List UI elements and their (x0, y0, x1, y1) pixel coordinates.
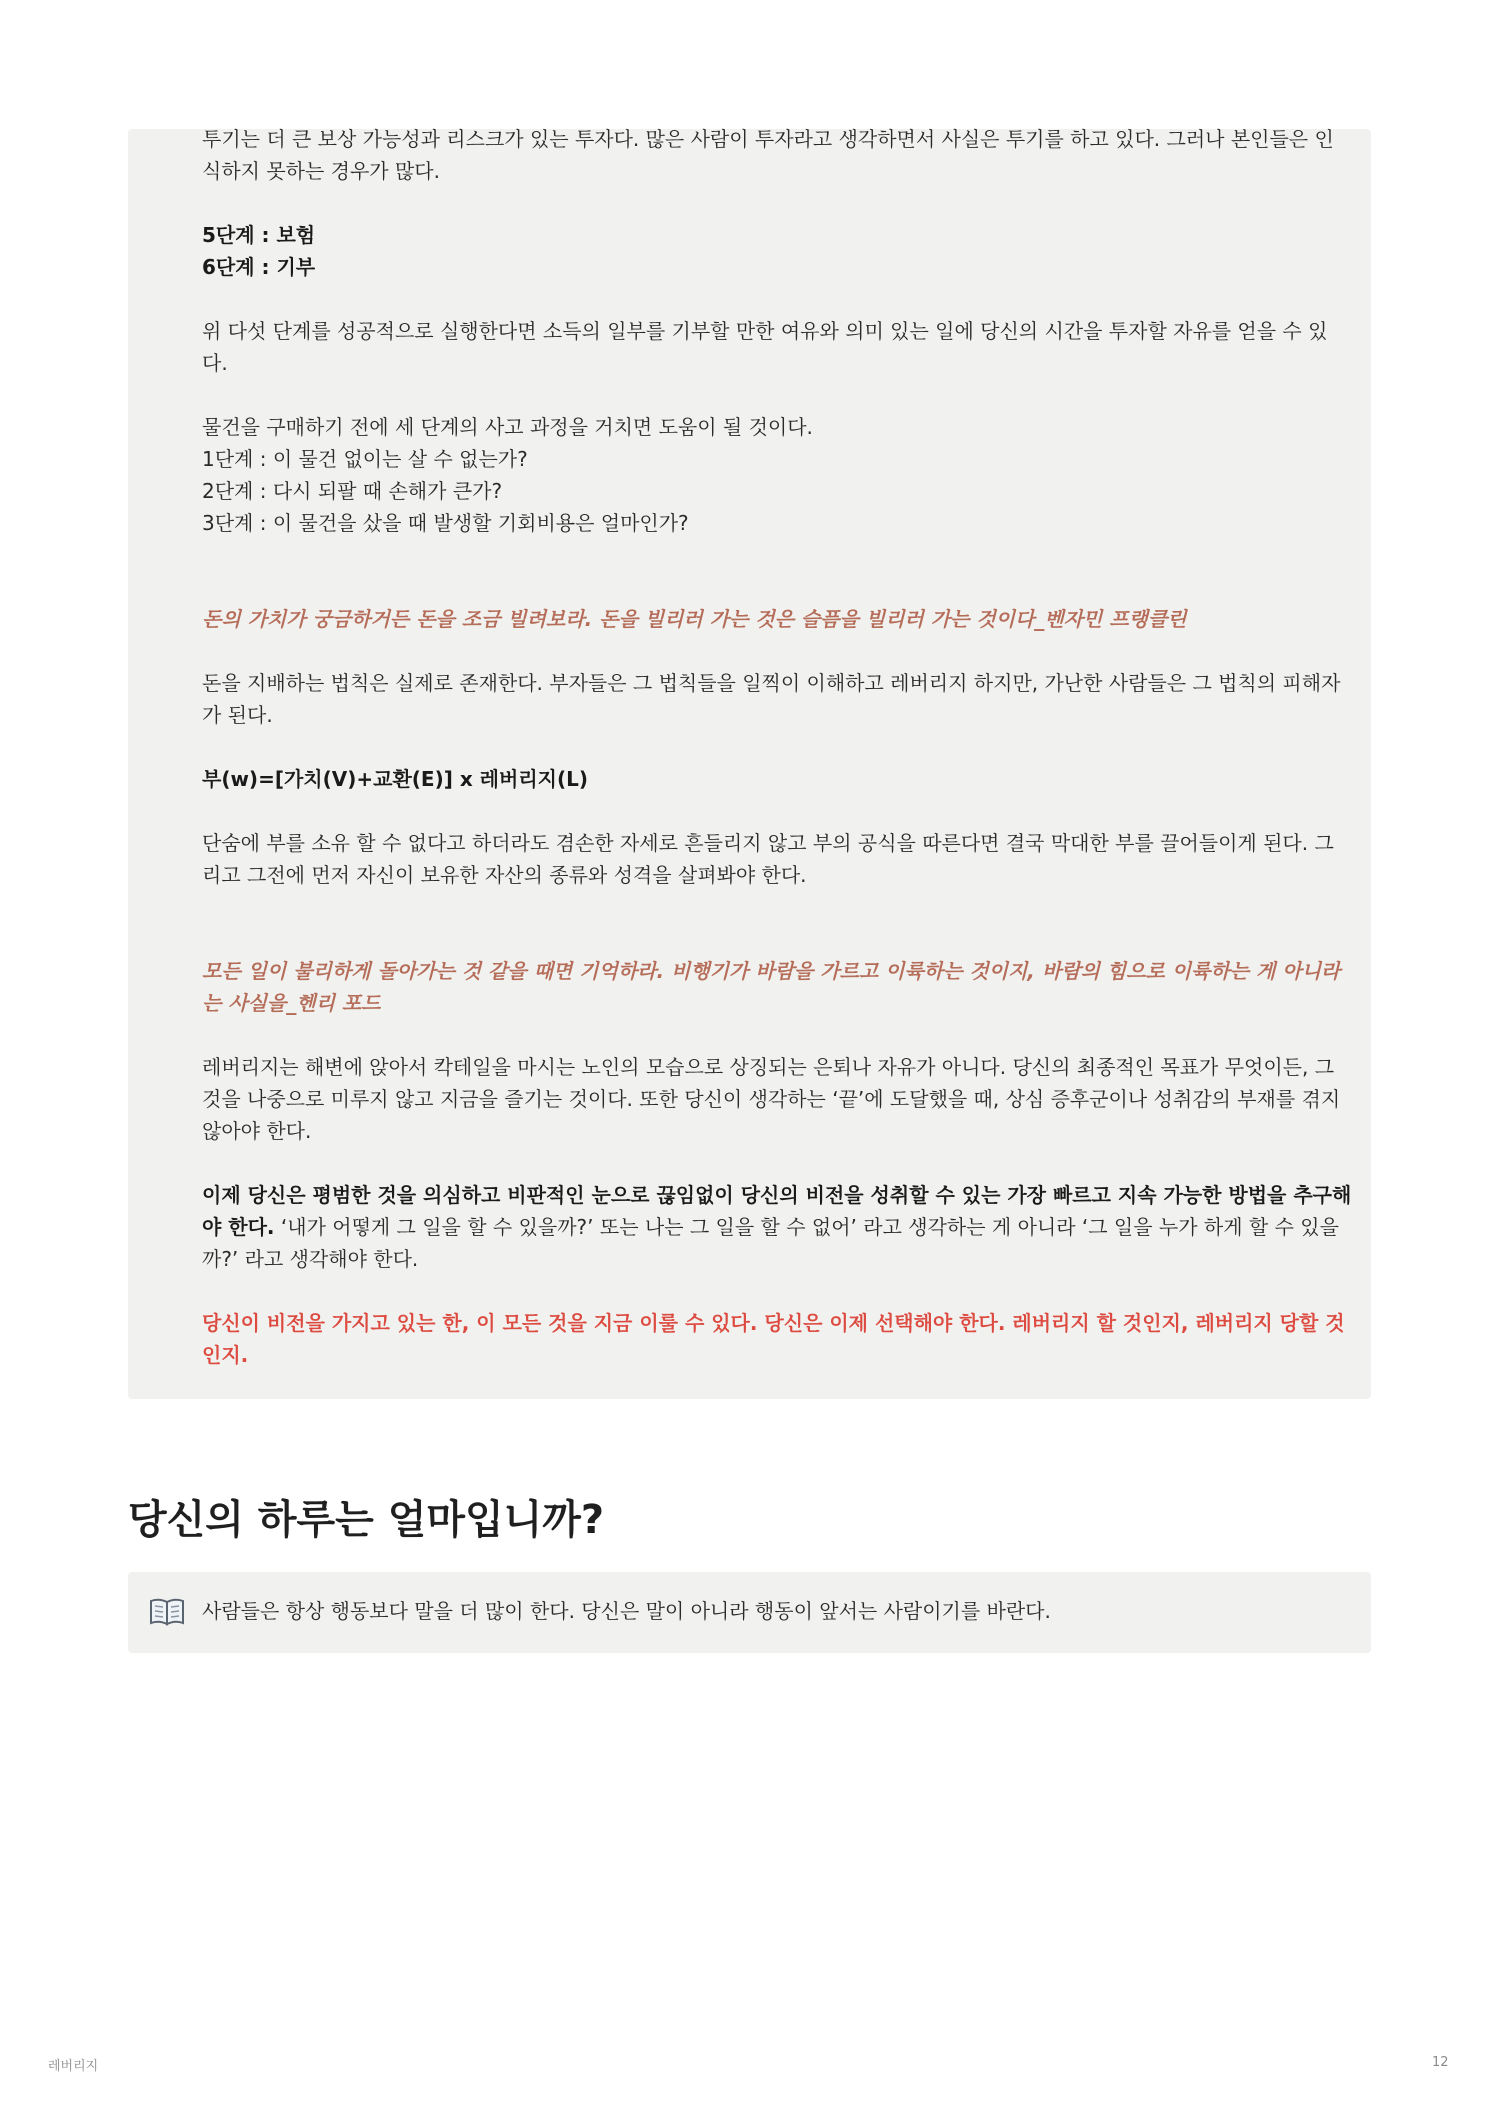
book-callout-text: 사람들은 항상 행동보다 말을 더 많이 한다. 당신은 말이 아니라 행동이 앞서는 사람이기를 바란다. (202, 1599, 1051, 1623)
open-book-icon (148, 1592, 186, 1630)
think-step-3: 3단계 : 이 물건을 샀을 때 발생할 기회비용은 얼마인가? (202, 511, 689, 535)
book-callout (128, 1572, 1371, 1653)
paragraph-leverage-freedom: 레버리지는 해변에 앉아서 칵테일을 마시는 노인의 모습으로 상징되는 은퇴나 자유가 아니다. 당신의 최종적인 목표가 무엇이든, 그것을 나중으로 미루지 않고 지금을 즐기는 것이다. 또한 당신이 생각하는 ‘끝’에 도달했을 때, 상심 증후군이나 성취감의 부재를 겪지 않아야 한다. (202, 1055, 1341, 1143)
paragraph-speculation: 투기는 더 큰 보상 가능성과 리스크가 있는 투자다. 많은 사람이 투자라고 생각하면서 사실은 투기를 하고 있다. 그러나 본인들은 인식하지 못하는 경우가 많다. (202, 127, 1334, 183)
think-step-1: 1단계 : 이 물건 없이는 살 수 없는가? (202, 447, 528, 471)
page-number: 12 (1432, 2055, 1449, 2070)
paragraph-wealth-formula: 단숨에 부를 소유 할 수 없다고 하더라도 겸손한 자세로 흔들리지 않고 부의 공식을 따른다면 결국 막대한 부를 끌어들이게 된다. 그리고 그전에 먼저 자신이 보유한 자산의 종류와 성격을 살펴봐야 한다. (202, 831, 1334, 887)
paragraph-money-laws: 돈을 지배하는 법칙은 실제로 존재한다. 부자들은 그 법칙들을 일찍이 이해하고 레버리지 하지만, 가난한 사람들은 그 법칙의 피해자가 된다. (202, 671, 1341, 727)
section-heading: 당신의 하루는 얼마입니까? (128, 1497, 605, 1543)
think-step-2: 2단계 : 다시 되팔 때 손해가 큰가? (202, 479, 503, 503)
paragraph-vision-method (202, 1179, 1352, 1275)
footer-title: 레버리지 (48, 2059, 99, 2074)
paragraph-vision-choice: 당신이 비전을 가지고 있는 한, 이 모든 것을 지금 이룰 수 있다. 당신은 이제 선택해야 한다. 레버리지 할 것인지, 레버리지 당할 것인지. (202, 1311, 1345, 1367)
vision-method-bold: 이제 당신은 평범한 것을 의심하고 비판적인 눈으로 끊임없이 당신의 비전을 성취할 수 있는 가장 빠르고 지속 가능한 방법을 추구해야 한다. (202, 1183, 1352, 1239)
vision-method-rest: ‘내가 어떻게 그 일을 할 수 있을까?’ 또는 나는 그 일을 할 수 없어’ 라고 생각하는 게 아니라 ‘그 일을 누가 하게 할 수 있을까?’ 라고 생각해야 한다. (202, 1215, 1339, 1271)
think-process-intro: 물건을 구매하기 전에 세 단계의 사고 과정을 거치면 도움이 될 것이다. (202, 415, 813, 439)
step-6-label: 6단계 : 기부 (202, 255, 316, 279)
wealth-formula: 부(w)=[가치(V)+교환(E)] x 레버리지(L) (202, 767, 588, 791)
quote-henry-ford: 모든 일이 불리하게 돌아가는 것 같을 때면 기억하라. 비행기가 바람을 가르고 이륙하는 것이지, 바람의 힘으로 이륙하는 게 아니라는 사실을_헨리 포드 (202, 959, 1341, 1015)
step-5-label: 5단계 : 보험 (202, 223, 316, 247)
quote-benjamin-franklin: 돈의 가치가 궁금하거든 돈을 조금 빌려보라. 돈을 빌리러 가는 것은 슬픔을 빌리러 가는 것이다_벤자민 프랭클린 (202, 607, 1187, 631)
paragraph-five-steps: 위 다섯 단계를 성공적으로 실행한다면 소득의 일부를 기부할 만한 여유와 의미 있는 일에 당신의 시간을 투자할 자유를 얻을 수 있다. (202, 319, 1328, 375)
